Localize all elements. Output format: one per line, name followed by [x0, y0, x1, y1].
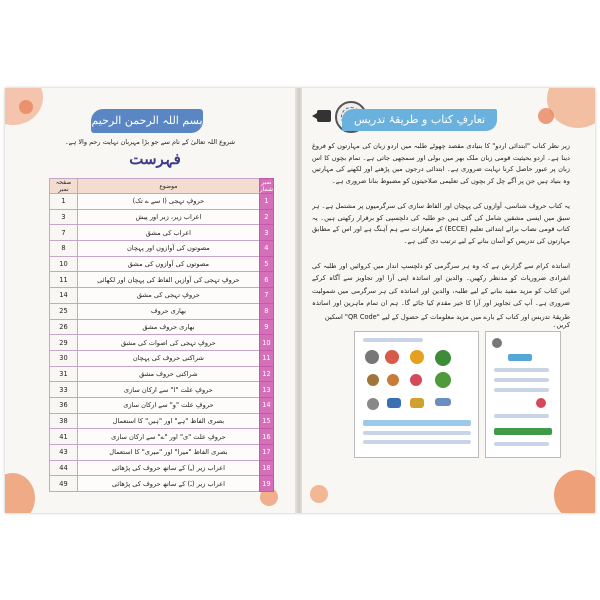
- sample-speaker-icon: [365, 350, 379, 364]
- toc-row-page: 31: [50, 366, 78, 382]
- toc-row: [50, 335, 274, 351]
- intro-paragraph-4: اس کتاب کو مزید مفید بنانے کے لیے طلبہ، والدین اور اساتذہ کی ہر سرگرمی میں شمولیت ضروری ہے۔ آپ کی تجاویز اور آرا کا خیر مقدم کیا جائے گا۔ ہم ان تمام ماہرین اور اساتذہ: [312, 287, 570, 307]
- toc-row-topic: اعراب زیر (ـِ) کے ساتھ حروف کی پڑھائی: [78, 460, 260, 476]
- toc-row-topic: اعراب کی مشق: [78, 225, 260, 241]
- toc-row-page: 10: [50, 256, 78, 272]
- toc-row-number: 19: [259, 476, 273, 492]
- toc-row-topic: شراکتی حروف کی پہچان: [78, 350, 260, 366]
- toc-row: [50, 225, 274, 241]
- toc-row-topic: مصوتوں کی آوازوں اور پہچان: [78, 241, 260, 257]
- toc-row: [50, 350, 274, 366]
- open-book: [5, 88, 595, 513]
- toc-row-page: 44: [50, 460, 78, 476]
- toc-title: فہرست: [129, 150, 181, 168]
- toc-header-row: [50, 179, 274, 194]
- toc-row: [50, 382, 274, 398]
- toc-row-number: 1: [259, 194, 273, 210]
- toc-row: [50, 397, 274, 413]
- toc-row: [50, 366, 274, 382]
- toc-row-topic: اعراب زیر، زبر اور پیش: [78, 209, 260, 225]
- right-page: [302, 88, 595, 513]
- sample-bar: [363, 440, 471, 444]
- toc-row-page: 36: [50, 397, 78, 413]
- toc-row: [50, 256, 274, 272]
- decor-blob: [5, 473, 35, 513]
- video-camera-icon: [317, 110, 331, 122]
- toc-row-number: 10: [259, 335, 273, 351]
- decor-blob: [310, 485, 328, 503]
- toc-row-number: 11: [259, 350, 273, 366]
- toc-row-number: 3: [259, 225, 273, 241]
- toc-row: [50, 303, 274, 319]
- toc-row-page: 49: [50, 476, 78, 492]
- toc-row-topic: بھاری حروف: [78, 303, 260, 319]
- toc-row-topic: بھاری حروف مشق: [78, 319, 260, 335]
- decor-blob: [554, 470, 595, 513]
- intro-paragraph-2: یہ کتاب حروف شناسی، آوازوں کی پہچان اور الفاظ سازی کی سرگرمیوں پر مشتمل ہے۔ ہر سبق میں ایسی مشقیں شامل کی گئی ہیں جو طلبہ کی دلچسپی کو برقرار رکھتی ہیں۔ یہ کتاب قومی نصاب برائے ابتدائی تعلیم (ECCE) کے معیارات سے ہم آہنگ ہے اور اس کے مطابق مہارتوں کی تدریس کو آسان بنانے کے لیے ترتیب دی گئی ہے۔: [312, 202, 570, 245]
- toc-row: [50, 319, 274, 335]
- sample-bus-icon: [387, 398, 401, 408]
- toc-row-page: 43: [50, 445, 78, 461]
- toc-row: [50, 209, 274, 225]
- sample-apple-icon: [385, 350, 399, 364]
- decor-blob: [547, 88, 595, 128]
- toc-row-number: 7: [259, 288, 273, 304]
- toc-row-topic: حروفِ تہجی کی آوازیں الفاظ کی پہچان اور لکھائی: [78, 272, 260, 288]
- toc-row-number: 15: [259, 413, 273, 429]
- sample-bar: [363, 420, 471, 426]
- toc-row: [50, 241, 274, 257]
- bismillah-banner: بسم اللہ الرحمن الرحیم: [91, 109, 203, 133]
- toc-header-page: صفحہ نمبر: [50, 179, 78, 194]
- bismillah-translation: شروع اللہ تعالیٰ کے نام سے جو بڑا مہربان نہایت رحم والا ہے۔: [64, 138, 236, 146]
- toc-row-page: 8: [50, 241, 78, 257]
- intro-paragraph-3: اساتذہ کرام سے گزارش ہے کہ وہ ہر سرگرمی کو دلچسپ انداز میں کروائیں اور طلبہ کی انفرادی ضروریات کو مدنظر رکھیں۔ والدین اور اساتذہ اپنی آرا اور تجاویز سے آگاہ کرکے: [312, 262, 570, 282]
- toc-row-page: 26: [50, 319, 78, 335]
- toc-row-topic: بصری الفاظ "میرا" اور "میری" کا استعمال: [78, 445, 260, 461]
- sample-bar: [494, 368, 549, 372]
- toc-row-topic: حروفِ علت "ا" سے ارکان سازی: [78, 382, 260, 398]
- toc-row: [50, 445, 274, 461]
- sample-bar: [494, 378, 549, 382]
- toc-row-topic: حروفِ تہجی (ا سے ے تک): [78, 194, 260, 210]
- toc-row-page: 30: [50, 350, 78, 366]
- toc-row-number: 9: [259, 319, 273, 335]
- toc-row-page: 38: [50, 413, 78, 429]
- toc-row-page: 11: [50, 272, 78, 288]
- toc-row-number: 12: [259, 366, 273, 382]
- toc-row-number: 16: [259, 429, 273, 445]
- sample-bar: [494, 442, 549, 446]
- toc-row-number: 14: [259, 397, 273, 413]
- toc-row-number: 13: [259, 382, 273, 398]
- sample-lesson-screenshot: [485, 331, 561, 458]
- toc-row-topic: حروفِ علت "و" سے ارکان سازی: [78, 397, 260, 413]
- toc-row-page: 1: [50, 194, 78, 210]
- toc-row-page: 3: [50, 209, 78, 225]
- sample-bar: [494, 414, 549, 418]
- toc-row: [50, 194, 274, 210]
- sample-fruit-icon: [410, 350, 424, 364]
- intro-paragraph-1: زیر نظر کتاب "ابتدائی اردو" کا بنیادی مقصد چھوٹے طلبہ میں اردو زبان کی مہارتوں کو فروغ دینا ہے۔ اردو بحیثیت قومی زبان ملک بھر میں بولی اور سمجھی جاتی ہے۔ تمام بچوں کا اس زبان پر عبور حاصل کرنا نہایت ضروری ہے۔ ابتدائی درجوں میں پڑھنے اور لکھنے کی مہارتیں وہ بنیاد ہیں جن پر آگے چل کر بچوں کی تعلیمی صلاحیتوں کو مضبوط بنانا ضروری ہے۔: [312, 142, 570, 185]
- sample-button: [494, 428, 552, 435]
- sample-animal-icon: [367, 374, 379, 386]
- toc-row-topic: حروفِ تہجی کی مشق: [78, 288, 260, 304]
- toc-row-topic: شراکتی حروف مشق: [78, 366, 260, 382]
- left-page: [5, 88, 298, 513]
- toc-row-page: 14: [50, 288, 78, 304]
- sample-car-icon: [410, 398, 424, 408]
- sample-bar: [494, 388, 549, 392]
- toc-row: [50, 272, 274, 288]
- toc-row-topic: مصوتوں کی آوازوں کی مشق: [78, 256, 260, 272]
- toc-row-number: 4: [259, 241, 273, 257]
- toc-row-number: 6: [259, 272, 273, 288]
- sample-plant-icon: [435, 372, 451, 388]
- decor-blob: [538, 108, 554, 124]
- sample-plane-icon: [435, 398, 451, 406]
- toc-row: [50, 460, 274, 476]
- toc-row-number: 18: [259, 460, 273, 476]
- toc-row-number: 8: [259, 303, 273, 319]
- toc-row-page: 41: [50, 429, 78, 445]
- sample-flower-icon: [410, 374, 422, 386]
- sample-button: [508, 354, 532, 361]
- sample-page-screenshot: [354, 331, 479, 458]
- sample-bag-icon: [536, 398, 546, 408]
- sample-tree-icon: [435, 350, 451, 366]
- toc-row-page: 29: [50, 335, 78, 351]
- toc-row-number: 5: [259, 256, 273, 272]
- toc-row-topic: حروفِ تہجی کی اصوات کی مشق: [78, 335, 260, 351]
- sample-speaker-icon: [492, 338, 502, 348]
- toc-row: [50, 288, 274, 304]
- sample-bar: [363, 338, 423, 342]
- toc-row: [50, 476, 274, 492]
- sample-bird-icon: [387, 374, 399, 386]
- toc-row: [50, 429, 274, 445]
- sample-wheel-icon: [367, 398, 379, 410]
- sample-bar: [363, 431, 471, 435]
- toc-row-topic: اعراب زبر (ـَ) کے ساتھ حروف کی پڑھائی: [78, 476, 260, 492]
- intro-title: تعارفِ کتاب و طریقۂ تدریس: [342, 109, 497, 131]
- toc-row-page: 25: [50, 303, 78, 319]
- table-of-contents: [49, 178, 274, 492]
- toc-row-number: 17: [259, 445, 273, 461]
- toc-row-page: 7: [50, 225, 78, 241]
- toc-row: [50, 413, 274, 429]
- toc-row-page: 33: [50, 382, 78, 398]
- toc-row-number: 2: [259, 209, 273, 225]
- toc-header-num: نمبر شمار: [259, 179, 273, 193]
- decor-blob: [19, 100, 33, 114]
- qr-code-instruction: طریقۂ تدریس اور کتاب کے بارے میں مزید معلومات کے حصول کے لیے "QR Code" اسکین کریں۔: [324, 313, 570, 329]
- toc-row-topic: بصری الفاظ "ہے" اور "ہیں" کا استعمال: [78, 413, 260, 429]
- toc-header-topic: موضوع: [78, 179, 260, 194]
- toc-row-topic: حروفِ علت "ی" اور "ے" سے ارکان سازی: [78, 429, 260, 445]
